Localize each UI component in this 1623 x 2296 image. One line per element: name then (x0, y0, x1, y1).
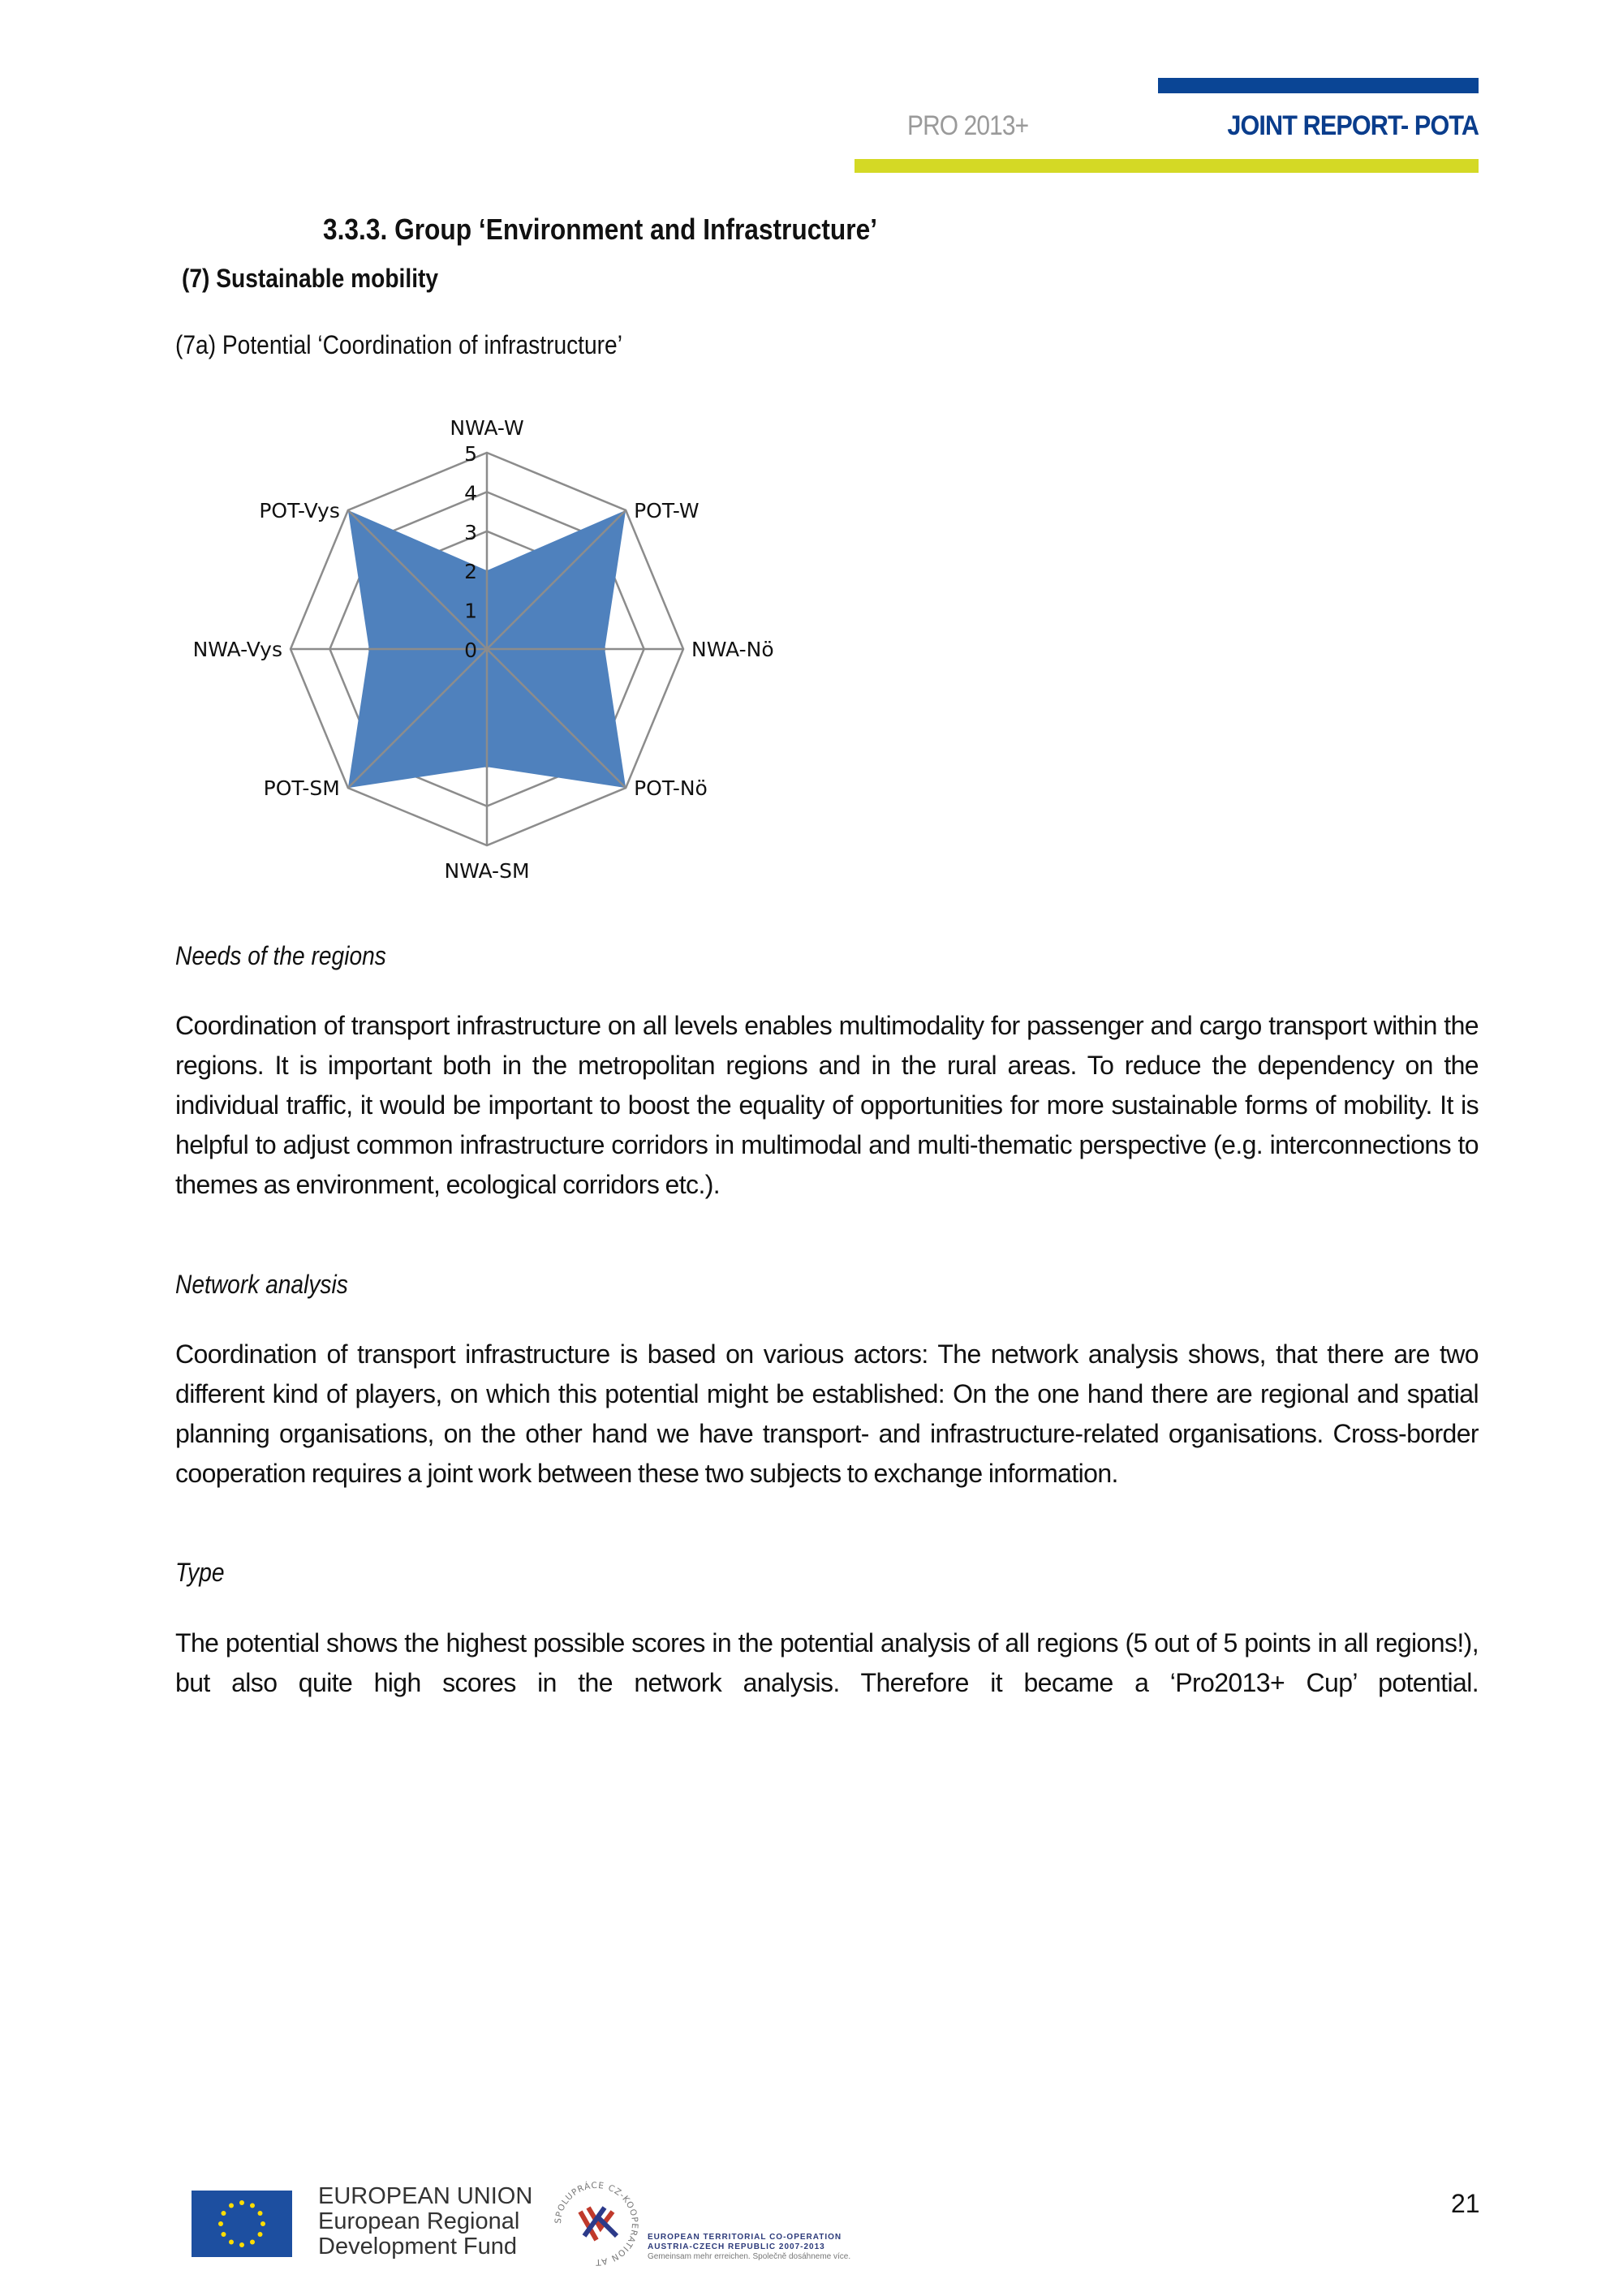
page-number: 21 (1451, 2189, 1480, 2218)
header-blue-bar (1158, 78, 1479, 93)
eu-line1: EUROPEAN UNION (318, 2183, 533, 2209)
eu-star (229, 2240, 234, 2245)
block-text-type: The potential shows the highest possible scores in the potential analysis of all regions (5 out of 5 points in all regions!), but also quite high scores in the network analysis. Therefore it became a ‘Pro2013+ Cup’ potential. (175, 1628, 1479, 1697)
eu-star (221, 2232, 226, 2237)
category-label: POT-SM (263, 776, 340, 801)
block-title-type: Type (175, 1558, 225, 1587)
section-heading: 3.3.3. Group ‘Environment and Infrastructure’ (323, 213, 878, 246)
etc-line3: Gemeinsam mehr erreichen. Společně dosáhneme více. (648, 2252, 851, 2261)
category-label: POT-Nö (634, 776, 708, 801)
etc-line1: EUROPEAN TERRITORIAL CO-OPERATION (648, 2233, 842, 2242)
eu-star (258, 2211, 263, 2216)
eu-star (239, 2200, 244, 2205)
category-label: POT-Vys (259, 498, 340, 522)
tick-label: 5 (464, 442, 477, 466)
eu-line3: Development Fund (318, 2234, 518, 2259)
eu-star (229, 2203, 234, 2208)
eu-stars-icon (192, 2191, 292, 2257)
eu-star (250, 2240, 255, 2245)
category-label: NWA-Vys (192, 638, 282, 661)
header-project-name: PRO 2013+ (907, 110, 1029, 141)
etc-cooperation-logo (552, 2179, 641, 2268)
block-text-network: Coordination of transport infrastructure is based on various actors: The network analysis shows, that there are two different kind of players, on which this potential might be established: On the one hand there are regional and spatial planning organisations, on the other hand we have transport- and infrastructure-related organisations. Cross-border cooperation requires a joint work between these two subjects to exchange information. (175, 1339, 1479, 1488)
category-label: NWA-W (450, 416, 524, 440)
tick-label: 0 (464, 638, 477, 662)
etc-ring-textpath: SPOLUPRÁCE CZ-KOOPERATION AT (553, 2180, 640, 2268)
block-title-needs: Needs of the regions (175, 941, 386, 970)
etc-line2: AUSTRIA-CZECH REPUBLIC 2007-2013 (648, 2242, 825, 2251)
radar-chart (162, 406, 812, 892)
eu-star (260, 2221, 265, 2226)
tick-label: 2 (464, 560, 477, 584)
block-text-needs: Coordination of transport infrastructure on all levels enables multimodality for passenger and cargo transport within the regions. It is important both in the metropolitan regions and in the rural areas. To reduce the dependency on the individual traffic, it would be important to boost the equality of opportunities for more sustainable forms of mobility. It is helpful to adjust common infrastructure corridors in multimodal and multi-thematic perspective (e.g. interconnections to themes as environment, ecological corridors etc.). (175, 1011, 1479, 1199)
header-yellow-bar (855, 159, 1479, 173)
eu-star (221, 2211, 226, 2216)
eu-star (239, 2242, 244, 2247)
tick-label: 3 (464, 520, 477, 544)
category-label: NWA-Nö (691, 638, 774, 661)
tick-label: 4 (464, 481, 477, 505)
eu-flag-logo (192, 2191, 292, 2257)
block-title-network: Network analysis (175, 1270, 348, 1299)
etc-text (648, 2233, 850, 2262)
category-label: POT-W (634, 498, 700, 522)
category-label: NWA-SM (444, 859, 530, 883)
eu-star (250, 2203, 255, 2208)
eu-star (258, 2232, 263, 2237)
eu-star (218, 2221, 223, 2226)
eu-line2: European Regional (318, 2208, 520, 2234)
header-report-title: JOINT REPORT- POTA (1227, 110, 1479, 141)
subsection-heading: (7) Sustainable mobility (182, 264, 439, 293)
eu-text (318, 2184, 532, 2259)
potential-title: (7a) Potential ‘Coordination of infrastructure’ (175, 330, 622, 359)
tick-label: 1 (464, 599, 477, 623)
